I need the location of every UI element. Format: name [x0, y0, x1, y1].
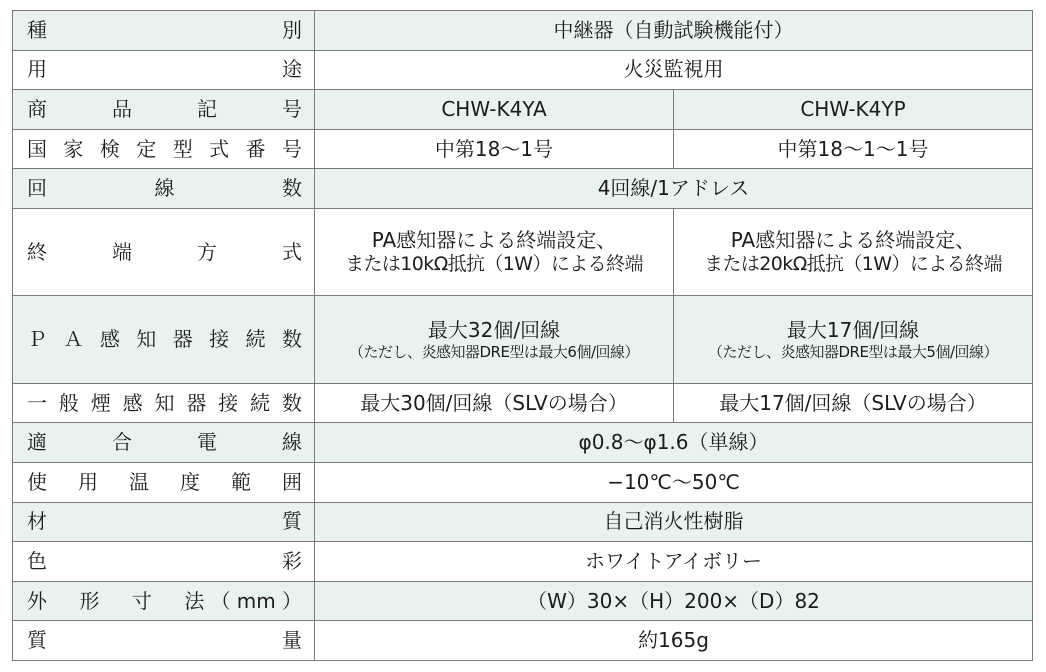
value-k4yp: 中第18〜1〜1号	[674, 129, 1033, 169]
row-value: −10℃〜50℃	[315, 463, 1033, 503]
detector-max: 最大32個/回線	[427, 317, 561, 342]
row-usage	[13, 50, 1033, 90]
row-label: 種 別	[13, 11, 315, 51]
detector-note: （ただし、炎感知器DRE型は最大6個/回線）	[348, 342, 640, 361]
row-label: 回 線 数	[13, 169, 315, 209]
row-label: 質 量	[13, 621, 315, 661]
row-dimensions	[13, 581, 1033, 621]
row-label: 終 端 方 式	[13, 208, 315, 296]
row-label: ＰＡ感知器接続数	[13, 296, 315, 384]
value-k4yp: CHW-K4YP	[674, 90, 1033, 130]
row-approval-number	[13, 129, 1033, 169]
row-product-code	[13, 90, 1033, 130]
row-value: ホワイトアイボリー	[315, 542, 1033, 582]
row-label: 用 途	[13, 50, 315, 90]
row-value: （W）30×（H）200×（D）82	[315, 581, 1033, 621]
row-label: 国家検定型式番号	[13, 129, 315, 169]
row-value: 火災監視用	[315, 50, 1033, 90]
value-k4ya: CHW-K4YA	[315, 90, 674, 130]
row-circuits	[13, 169, 1033, 209]
termination-line-1: PA感知器による終端設定、	[371, 227, 617, 252]
row-label: 材 質	[13, 502, 315, 542]
row-label: 適 合 電 線	[13, 423, 315, 463]
detector-max: 最大17個/回線	[786, 317, 920, 342]
value-k4yp	[674, 208, 1033, 296]
row-label: 商 品 記 号	[13, 90, 315, 130]
row-material	[13, 502, 1033, 542]
row-value: 4回線/1アドレス	[315, 169, 1033, 209]
value-k4yp: 最大17個/回線（SLVの場合）	[674, 383, 1033, 423]
row-label: 一般煙感知器接続数	[13, 383, 315, 423]
row-temperature-range	[13, 463, 1033, 503]
value-k4ya	[315, 208, 674, 296]
row-value: 中継器（自動試験機能付）	[315, 11, 1033, 51]
row-value: φ0.8〜φ1.6（単線）	[315, 423, 1033, 463]
spec-table	[12, 10, 1033, 661]
row-compatible-wire	[13, 423, 1033, 463]
row-label: 色 彩	[13, 542, 315, 582]
termination-line-2: または10kΩ抵抗（1W）による終端	[345, 252, 643, 275]
row-termination	[13, 208, 1033, 296]
row-value: 自己消火性樹脂	[315, 502, 1033, 542]
row-pa-detector-count	[13, 296, 1033, 384]
row-type	[13, 11, 1033, 51]
row-color	[13, 542, 1033, 582]
value-k4ya: 最大30個/回線（SLVの場合）	[315, 383, 674, 423]
termination-line-2: または20kΩ抵抗（1W）による終端	[704, 252, 1002, 275]
row-label: 使 用 温 度 範 囲	[13, 463, 315, 503]
row-weight	[13, 621, 1033, 661]
detector-note: （ただし、炎感知器DRE型は最大5個/回線）	[707, 342, 999, 361]
termination-line-1: PA感知器による終端設定、	[730, 227, 976, 252]
value-k4ya	[315, 296, 674, 384]
value-k4yp	[674, 296, 1033, 384]
row-smoke-detector-count	[13, 383, 1033, 423]
row-label: 外 形 寸 法（mm）	[13, 581, 315, 621]
value-k4ya: 中第18〜1号	[315, 129, 674, 169]
row-value: 約165g	[315, 621, 1033, 661]
